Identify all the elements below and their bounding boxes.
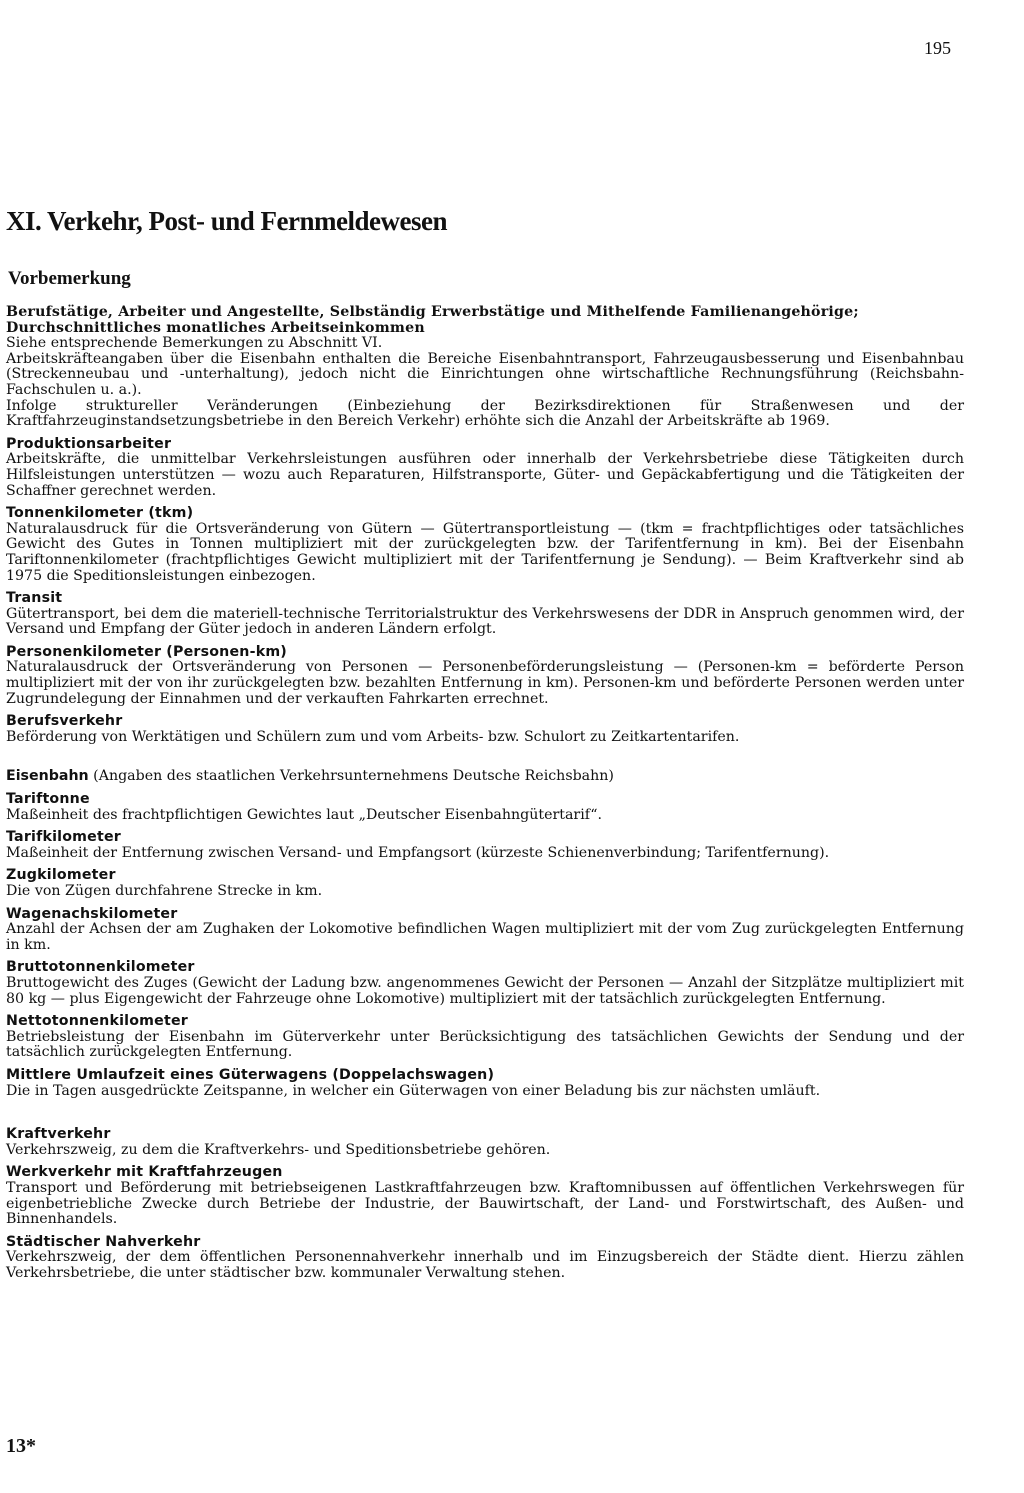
page-number: 195 (924, 38, 951, 58)
section-paragraph: Transport und Beförderung mit betriebseigenen Lastkraftfahrzeugen bzw. Kraftomnibussen auf öffentlichen Verkehrswegen für eigenbetriebliche Zwecke durch Betriebe der Industrie, der Bauwirtschaft, der Land- und Forstwirtschaft, des Außen- und Binnenhandels. (6, 1179, 964, 1228)
section-heading: Personenkilometer (Personen-km) (6, 643, 287, 660)
section-paragraph: Bruttogewicht des Zuges (Gewicht der Ladung bzw. angenommenes Gewicht der Personen — Anzahl der Sitzplätze multipliziert mit 80 kg — plus Eigengewicht der Fahrzeuge ohne Lokomotive) multipliziert mit der tatsächlich zurückgelegten Entfernung. (6, 974, 964, 1007)
section-heading: Städtischer Nahverkehr (6, 1233, 201, 1250)
section-paragraph: Beförderung von Werktätigen und Schülern zum und vom Arbeits- bzw. Schulort zu Zeitkartentarifen. (6, 728, 740, 745)
chapter-title: XI. Verkehr, Post- und Fernmeldewesen (6, 206, 448, 236)
section-heading: Mittlere Umlaufzeit eines Güterwagens (Doppelachswagen) (6, 1066, 495, 1083)
section-paragraph: Maßeinheit des frachtpflichtigen Gewichtes laut „Deutscher Eisenbahngütertarif“. (6, 806, 603, 823)
section-paragraph: Siehe entsprechende Bemerkungen zu Abschnitt VI. (6, 335, 383, 352)
section-paragraph: Maßeinheit der Entfernung zwischen Versand- und Empfangsort (kürzeste Schienenverbindung; Tarifentfernung). (6, 844, 830, 861)
section-tonnenkilometer (6, 506, 964, 584)
section-paragraph: Betriebsleistung der Eisenbahn im Güterverkehr unter Berücksichtigung des tatsächlichen Gewichts der Sendung und der tatsächlich zurückgelegten Entfernung. (6, 1028, 964, 1061)
section-heading: Tonnenkilometer (tkm) (6, 505, 194, 522)
signature-mark: 13* (6, 1435, 36, 1457)
section-produktionsarbeiter (6, 437, 964, 499)
group-subtitle: (Angaben des staatlichen Verkehrsunternehmens Deutsche Reichsbahn) (93, 768, 614, 785)
section-heading: Produktionsarbeiter (6, 435, 172, 452)
section-paragraph: Die von Zügen durchfahrene Strecke in km. (6, 883, 323, 899)
section-paragraph: Naturalausdruck der Ortsveränderung von Personen — Personenbeförderungsleistung — (Personen-km = beförderte Person multipliziert mit der von ihr zurückgelegten bzw. bezahlten Entfernung in km). Personen-km und beförderte Personen werden unter Zugrundelegung der Einnahmen und der verkauften Fahrkarten errechnet. (6, 659, 964, 707)
section-personenkilometer (6, 645, 964, 707)
section-paragraph: Naturalausdruck für die Ortsveränderung von Gütern — Gütertransportleistung — (tkm = frachtpflichtiges oder tatsächliches Gewicht des Gutes in Tonnen multipliziert mit der zurückgelegten bzw. der Tarifentfernung in km). Bei der Eisenbahn Tariftonnenkilometer (frachtpflichtiges Gewicht multipliziert mit der Tarifentfernung je Sendung). — Beim Kraftverkehr sind ab 1975 die Speditionsleistungen einbezogen. (6, 520, 964, 584)
section-tarifkilometer (6, 830, 964, 861)
section-staedtischer-nahverkehr (6, 1235, 964, 1282)
section-transit (6, 591, 964, 638)
section-heading: Tarifkilometer (6, 829, 121, 846)
section-bruttotonnenkilometer (6, 960, 964, 1007)
section-werkverkehr (6, 1165, 964, 1227)
section-heading: Transit (6, 590, 63, 607)
section-paragraph: Arbeitskräfte, die unmittelbar Verkehrsleistungen ausführen oder innerhalb der Verkehrsbetriebe diese Tätigkeiten durch Hilfsleistungen unterstützen — wozu auch Reparaturen, Hilfstransporte, Güter- und Gepäckabfertigung und die Tätigkeiten der Schaffner gerechnet werden. (6, 451, 964, 499)
section-wagenachskilometer (6, 907, 964, 954)
preface-heading: Vorbemerkung (8, 268, 131, 289)
section-umlaufzeit (6, 1068, 964, 1099)
section-zugkilometer (6, 868, 964, 899)
section-paragraph: Verkehrszweig, zu dem die Kraftverkehrs- und Speditionsbetriebe gehören. (6, 1141, 551, 1158)
section-heading: Bruttotonnenkilometer (6, 959, 195, 976)
section-paragraph: Die in Tagen ausgedrückte Zeitspanne, in welcher ein Güterwagen von einer Beladung bis zur nächsten umläuft. (6, 1082, 821, 1099)
section-paragraph: Infolge struktureller Veränderungen (Einbeziehung der Bezirksdirektionen für Straßenwesen und der Kraftfahrzeuginstandsetzungsbetriebe in den Bereich Verkehr) erhöhte sich die Anzahl der Arbeitskräfte ab 1969. (6, 397, 964, 430)
section-paragraph: Verkehrszweig, der dem öffentlichen Personennahverkehr innerhalb und im Einzugsbereich der Städte dient. Hierzu zählen Verkehrsbetriebe, die unter städtischer bzw. kommunaler Verwaltung stehen. (6, 1249, 964, 1281)
group-title-kraftverkehr (6, 1127, 964, 1158)
section-berufsverkehr (6, 714, 964, 745)
document-body (6, 305, 964, 1288)
group-title-text: Kraftverkehr (6, 1126, 111, 1143)
section-heading: Tariftonne (6, 791, 90, 808)
section-paragraph: Arbeitskräfteangaben über die Eisenbahn enthalten die Bereiche Eisenbahntransport, Fahrzeugausbesserung und Eisenbahnbau (Streckenneubau und -unterhaltung), jedoch nicht die Einrichtungen ohne wirtschaftliche Rechnungsführung (Reichsbahn-Fachschulen u. a.). (6, 350, 964, 398)
section-paragraph: Anzahl der Achsen der am Zughaken der Lokomotive befindlichen Wagen multipliziert mit der vom Zug zurückgelegten Entfernung in km. (6, 921, 964, 953)
section-heading: Zugkilometer (6, 867, 116, 884)
group-title-text: Eisenbahn (6, 768, 89, 785)
section-nettotonnenkilometer (6, 1014, 964, 1061)
section-berufstaetige (6, 305, 964, 430)
section-heading: Berufsverkehr (6, 713, 123, 730)
section-paragraph: Gütertransport, bei dem die materiell-technische Territorialstruktur des Verkehrswesens der DDR in Anspruch genommen wird, der Versand und Empfang der Güter jedoch in anderen Ländern erfolgt. (6, 605, 964, 638)
section-heading: Werkverkehr mit Kraftfahrzeugen (6, 1164, 283, 1181)
section-heading: Berufstätige, Arbeiter und Angestellte, Selbständig Erwerbstätige und Mithelfende Familienangehörige; Durchschnittliches monatliches Arbeitseinkommen (6, 304, 859, 336)
section-heading: Wagenachskilometer (6, 905, 178, 922)
section-tariftonne (6, 792, 964, 823)
section-heading: Nettotonnenkilometer (6, 1013, 188, 1030)
group-title-eisenbahn (6, 769, 964, 785)
